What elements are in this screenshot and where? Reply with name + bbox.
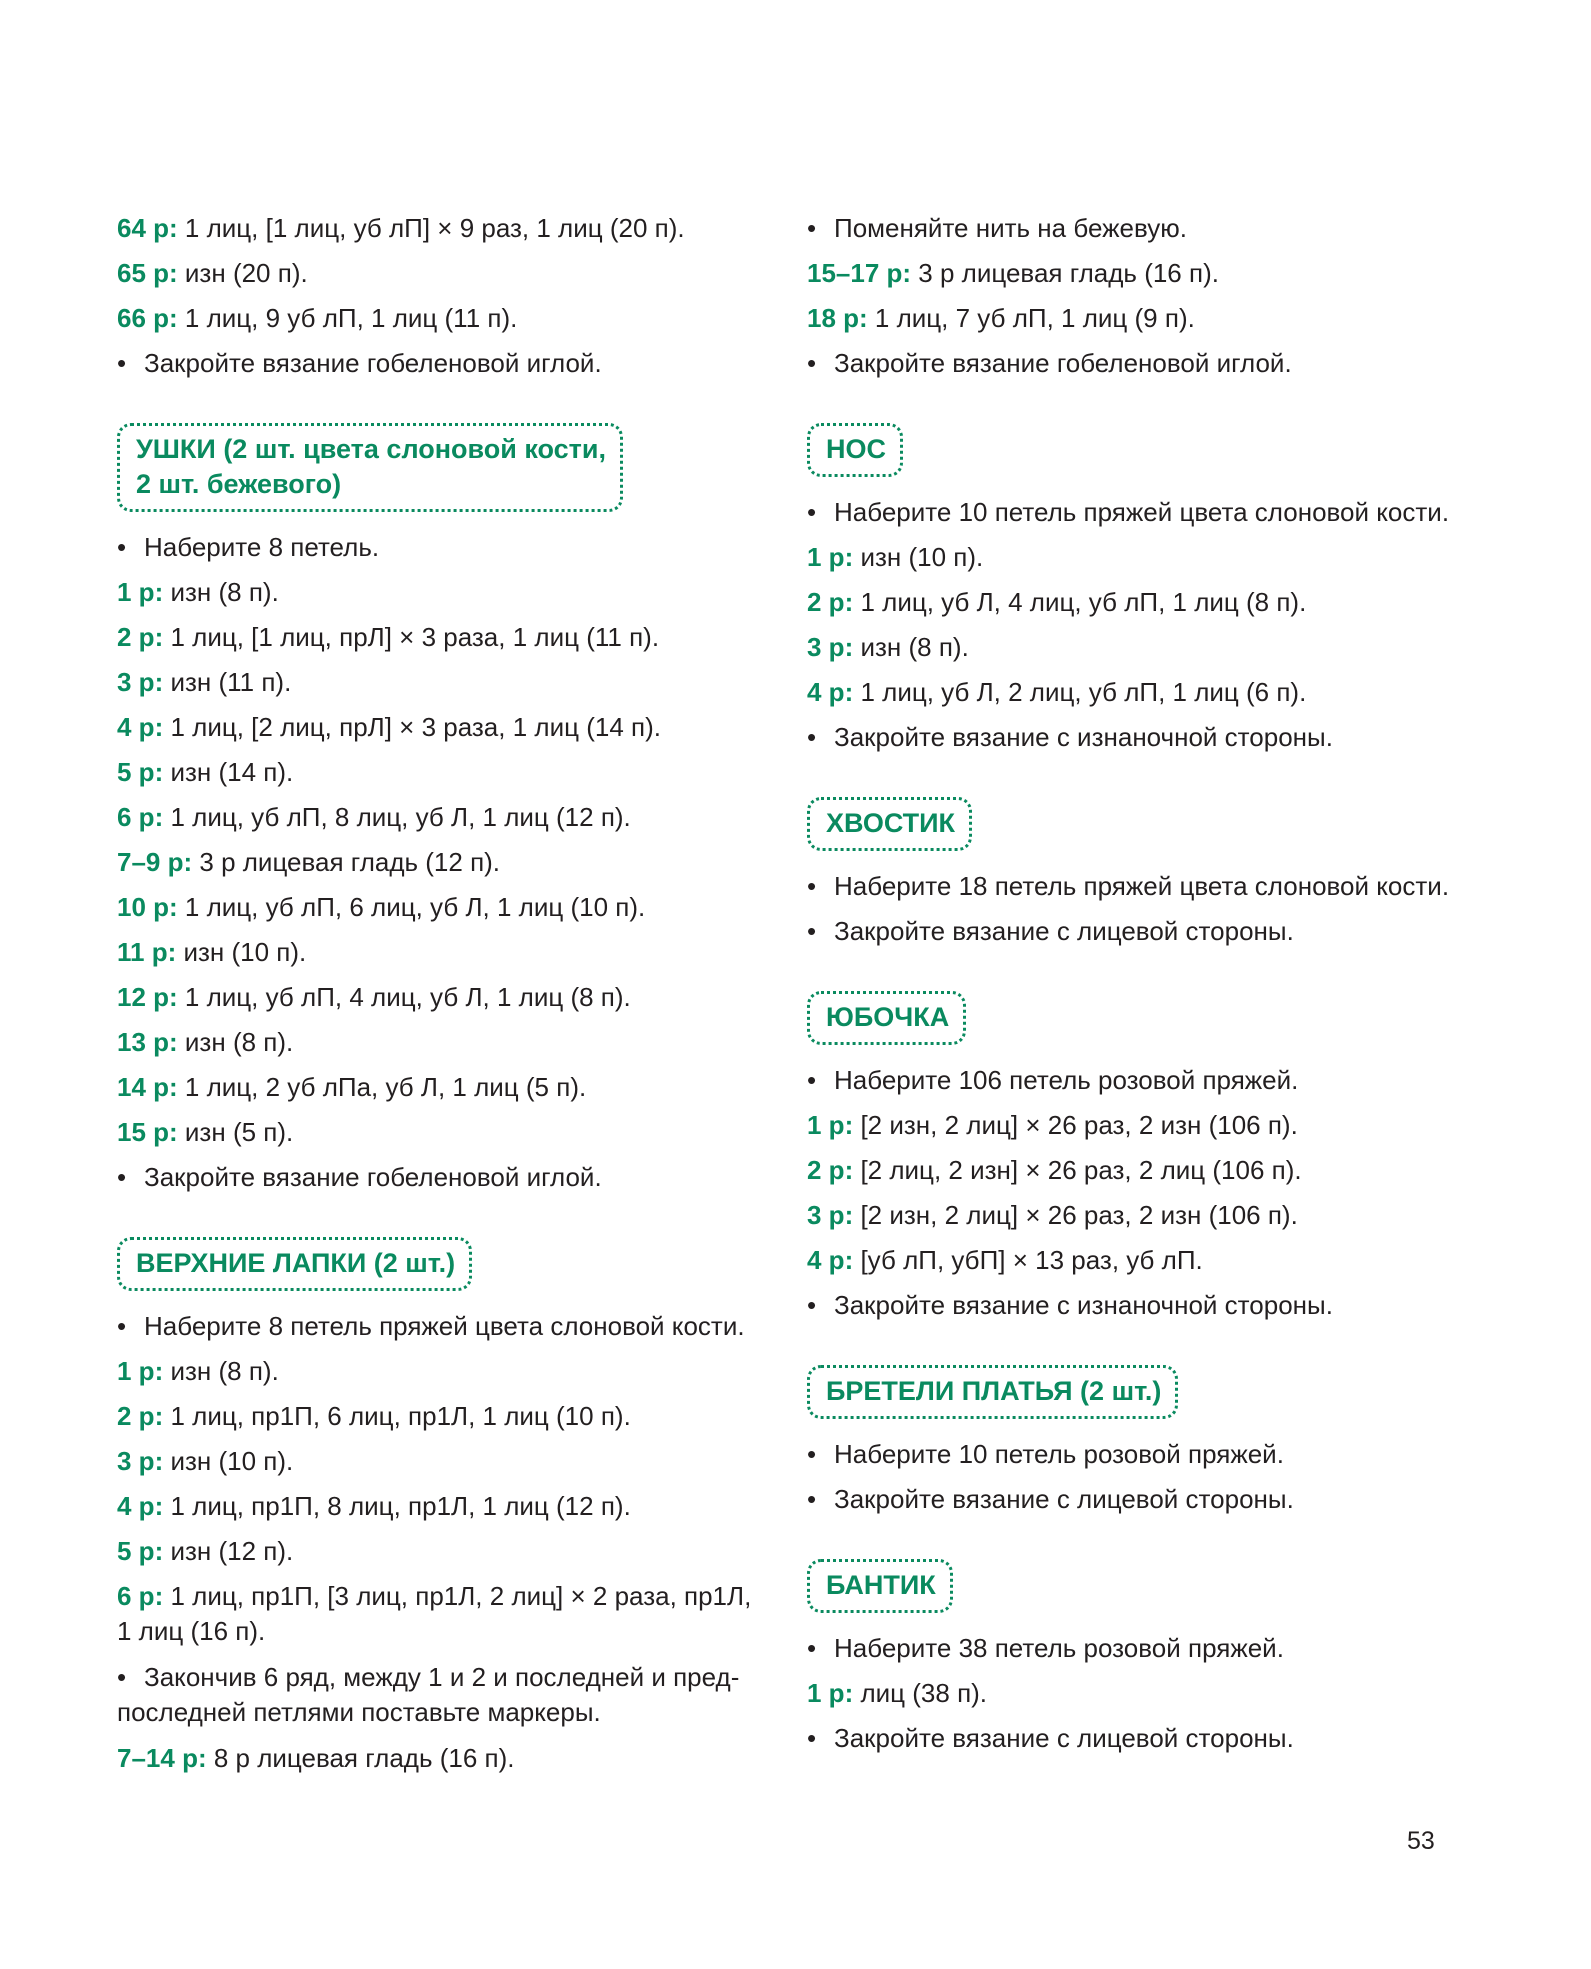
row-instruction: изн (20 п). — [177, 258, 308, 288]
row-label: 1 р: — [807, 542, 854, 572]
bullet-icon: • — [807, 871, 817, 901]
row-instruction: изн (11 п). — [163, 667, 292, 697]
section-heading — [117, 423, 623, 512]
section-heading — [807, 991, 966, 1045]
bullet-text: Наберите 18 петель пряжей цвета слоновой кости. — [834, 871, 1450, 901]
pattern-row — [117, 1489, 767, 1523]
bullet-text: Закройте вязание с лицевой стороны. — [834, 916, 1294, 946]
row-instruction: [2 лиц, 2 изн] × 26 раз, 2 лиц (106 п). — [853, 1155, 1302, 1185]
row-label: 1 р: — [117, 577, 164, 607]
bullet-item — [807, 1482, 1477, 1516]
bullet-text: Наберите 10 петель пряжей цвета слоновой кости. — [834, 497, 1450, 527]
pattern-row — [117, 1115, 767, 1149]
bullet-item — [117, 1660, 767, 1730]
row-label: 6 р: — [117, 1581, 164, 1611]
pattern-row — [807, 630, 1477, 664]
pattern-row — [807, 301, 1477, 335]
right-column — [807, 211, 1477, 1766]
page-number: 53 — [1407, 1827, 1435, 1855]
bullet-text: Закройте вязание с изнаночной стороны. — [834, 1290, 1333, 1320]
bullet-item — [117, 1160, 767, 1194]
row-label: 15–17 р: — [807, 258, 912, 288]
row-instruction: 1 лиц, уб лП, 4 лиц, уб Л, 1 лиц (8 п). — [177, 982, 631, 1012]
bullet-item — [807, 1721, 1477, 1755]
bullet-text: Закончив 6 ряд, между 1 и 2 и последней и предпоследней петлями поставьте маркеры. — [117, 1662, 740, 1727]
bullet-item — [807, 1288, 1477, 1322]
bullet-text: Поменяйте нить на бежевую. — [834, 213, 1187, 243]
row-instruction: 1 лиц, уб Л, 2 лиц, уб лП, 1 лиц (6 п). — [853, 677, 1307, 707]
row-instruction: изн (10 п). — [163, 1446, 294, 1476]
row-label: 1 р: — [117, 1356, 164, 1386]
row-label: 2 р: — [117, 622, 164, 652]
pattern-row — [117, 755, 767, 789]
row-label: 66 р: — [117, 303, 178, 333]
row-instruction: [2 изн, 2 лиц] × 26 раз, 2 изн (106 п). — [853, 1110, 1298, 1140]
row-instruction: изн (8 п). — [177, 1027, 294, 1057]
row-label: 10 р: — [117, 892, 178, 922]
bullet-text: Закройте вязание гобеленовой иглой. — [144, 348, 602, 378]
row-label: 2 р: — [807, 1155, 854, 1185]
pattern-row — [807, 1676, 1477, 1710]
pattern-row — [117, 301, 767, 335]
bullet-item — [117, 1309, 767, 1343]
pattern-row — [117, 890, 767, 924]
section-heading — [807, 1559, 953, 1613]
pattern-row — [117, 1070, 767, 1104]
bullet-item — [807, 914, 1477, 948]
row-instruction: 3 р лицевая гладь (12 п). — [192, 847, 501, 877]
row-label: 65 р: — [117, 258, 178, 288]
pattern-row — [117, 980, 767, 1014]
row-label: 11 р: — [117, 937, 177, 967]
row-label: 4 р: — [807, 677, 854, 707]
bullet-icon: • — [807, 916, 817, 946]
row-instruction: 1 лиц, пр1П, [3 лиц, пр1Л, 2 лиц] × 2 раза, пр1Л, 1 лиц (16 п). — [117, 1581, 752, 1646]
row-label: 64 р: — [117, 213, 178, 243]
bullet-icon: • — [807, 1439, 817, 1469]
bullet-icon: • — [117, 1662, 127, 1692]
bullet-icon: • — [117, 1311, 127, 1341]
bullet-icon: • — [807, 497, 817, 527]
pattern-row — [807, 256, 1477, 290]
section-heading-text: ВЕРХНИЕ ЛАПКИ (2 шт.) — [136, 1248, 456, 1278]
bullet-item — [807, 211, 1477, 245]
section-heading-text: БРЕТЕЛИ ПЛАТЬЯ (2 шт.) — [826, 1376, 1162, 1406]
section-heading-text: БАНТИК — [826, 1570, 936, 1600]
row-instruction: [уб лП, убП] × 13 раз, уб лП. — [853, 1245, 1203, 1275]
bullet-item — [807, 1437, 1477, 1471]
bullet-text: Закройте вязание гобеленовой иглой. — [834, 348, 1292, 378]
row-instruction: 1 лиц, 9 уб лП, 1 лиц (11 п). — [177, 303, 518, 333]
pattern-row — [117, 1354, 767, 1388]
section-heading-text: ЮБОЧКА — [826, 1002, 950, 1032]
pattern-row — [807, 1198, 1477, 1232]
row-instruction: изн (8 п). — [163, 577, 279, 607]
row-label: 13 р: — [117, 1027, 178, 1057]
bullet-icon: • — [807, 1723, 817, 1753]
row-instruction: 1 лиц, [1 лиц, прЛ] × 3 раза, 1 лиц (11 п). — [163, 622, 660, 652]
pattern-row — [117, 620, 767, 654]
row-instruction: изн (10 п). — [853, 542, 984, 572]
pattern-row — [807, 1153, 1477, 1187]
row-instruction: изн (5 п). — [177, 1117, 294, 1147]
row-label: 5 р: — [117, 757, 164, 787]
section-heading-text: ХВОСТИК — [826, 808, 956, 838]
section-heading — [117, 1237, 472, 1291]
pattern-row — [117, 256, 767, 290]
row-instruction: 1 лиц, уб лП, 8 лиц, уб Л, 1 лиц (12 п). — [163, 802, 631, 832]
pattern-row — [117, 710, 767, 744]
row-label: 6 р: — [117, 802, 164, 832]
bullet-item — [807, 495, 1477, 529]
bullet-icon: • — [807, 1484, 817, 1514]
row-instruction: 1 лиц, [1 лиц, уб лП] × 9 раз, 1 лиц (20 п). — [177, 213, 685, 243]
row-instruction: 1 лиц, 2 уб лПа, уб Л, 1 лиц (5 п). — [177, 1072, 587, 1102]
pattern-row — [117, 845, 767, 879]
section-heading-text: НОС — [826, 434, 886, 464]
bullet-icon: • — [807, 1633, 817, 1663]
row-label: 2 р: — [117, 1401, 164, 1431]
bullet-item — [117, 346, 767, 380]
row-label: 3 р: — [807, 632, 854, 662]
row-instruction: изн (12 п). — [163, 1536, 294, 1566]
row-label: 7–9 р: — [117, 847, 193, 877]
left-column — [117, 211, 767, 1786]
pattern-row — [807, 585, 1477, 619]
bullet-item — [807, 869, 1477, 903]
bullet-text: Закройте вязание с лицевой стороны. — [834, 1723, 1294, 1753]
row-instruction: 1 лиц, пр1П, 8 лиц, пр1Л, 1 лиц (12 п). — [163, 1491, 631, 1521]
bullet-text: Наберите 10 петель розовой пряжей. — [834, 1439, 1284, 1469]
row-label: 12 р: — [117, 982, 178, 1012]
row-instruction: изн (8 п). — [853, 632, 969, 662]
bullet-text: Наберите 8 петель. — [144, 532, 380, 562]
row-instruction: изн (10 п). — [176, 937, 307, 967]
row-label: 7–14 р: — [117, 1743, 207, 1773]
pattern-row — [117, 1444, 767, 1478]
row-label: 1 р: — [807, 1110, 854, 1140]
bullet-icon: • — [807, 1290, 817, 1320]
row-label: 18 р: — [807, 303, 868, 333]
pattern-row — [117, 1579, 767, 1649]
section-heading-text: УШКИ (2 шт. цвета слоновой кости, 2 шт. бежевого) — [136, 434, 606, 499]
row-instruction: 1 лиц, 7 уб лП, 1 лиц (9 п). — [867, 303, 1195, 333]
bullet-text: Наберите 106 петель розовой пряжей. — [834, 1065, 1299, 1095]
row-label: 4 р: — [117, 712, 164, 742]
row-label: 15 р: — [117, 1117, 178, 1147]
bullet-item — [807, 720, 1477, 754]
row-instruction: 1 лиц, уб лП, 6 лиц, уб Л, 1 лиц (10 п). — [177, 892, 646, 922]
row-instruction: лиц (38 п). — [853, 1678, 988, 1708]
row-label: 1 р: — [807, 1678, 854, 1708]
row-instruction: изн (14 п). — [163, 757, 294, 787]
pattern-row — [807, 1108, 1477, 1142]
pattern-row — [117, 211, 767, 245]
bullet-icon: • — [807, 213, 817, 243]
bullet-icon: • — [117, 532, 127, 562]
row-instruction: 1 лиц, уб Л, 4 лиц, уб лП, 1 лиц (8 п). — [853, 587, 1307, 617]
row-instruction: 1 лиц, пр1П, 6 лиц, пр1Л, 1 лиц (10 п). — [163, 1401, 631, 1431]
bullet-item — [117, 530, 767, 564]
row-label: 3 р: — [807, 1200, 854, 1230]
pattern-row — [117, 1741, 767, 1775]
bullet-item — [807, 346, 1477, 380]
bullet-item — [807, 1631, 1477, 1665]
row-label: 4 р: — [807, 1245, 854, 1275]
row-label: 4 р: — [117, 1491, 164, 1521]
pattern-row — [807, 540, 1477, 574]
pattern-row — [807, 1243, 1477, 1277]
bullet-icon: • — [807, 722, 817, 752]
row-instruction: изн (8 п). — [163, 1356, 279, 1386]
row-label: 14 р: — [117, 1072, 178, 1102]
bullet-item — [807, 1063, 1477, 1097]
pattern-row — [117, 1399, 767, 1433]
section-heading — [807, 423, 903, 477]
pattern-row — [117, 800, 767, 834]
row-instruction: 8 р лицевая гладь (16 п). — [206, 1743, 515, 1773]
row-label: 5 р: — [117, 1536, 164, 1566]
row-instruction: 3 р лицевая гладь (16 п). — [911, 258, 1219, 288]
bullet-text: Закройте вязание гобеленовой иглой. — [144, 1162, 602, 1192]
pattern-row — [807, 675, 1477, 709]
bullet-icon: • — [117, 1162, 127, 1192]
bullet-icon: • — [807, 1065, 817, 1095]
section-heading — [807, 797, 972, 851]
pattern-row — [117, 935, 767, 969]
row-label: 3 р: — [117, 667, 164, 697]
row-instruction: 1 лиц, [2 лиц, прЛ] × 3 раза, 1 лиц (14 п). — [163, 712, 661, 742]
pattern-row — [117, 575, 767, 609]
bullet-text: Наберите 38 петель розовой пряжей. — [834, 1633, 1284, 1663]
pattern-row — [117, 1534, 767, 1568]
bullet-icon: • — [807, 348, 817, 378]
pattern-row — [117, 1025, 767, 1059]
bullet-text: Наберите 8 петель пряжей цвета слоновой кости. — [144, 1311, 745, 1341]
row-label: 3 р: — [117, 1446, 164, 1476]
bullet-text: Закройте вязание с лицевой стороны. — [834, 1484, 1294, 1514]
bullet-icon: • — [117, 348, 127, 378]
pattern-row — [117, 665, 767, 699]
row-label: 2 р: — [807, 587, 854, 617]
bullet-text: Закройте вязание с изнаночной стороны. — [834, 722, 1333, 752]
section-heading — [807, 1365, 1178, 1419]
row-instruction: [2 изн, 2 лиц] × 26 раз, 2 изн (106 п). — [853, 1200, 1298, 1230]
